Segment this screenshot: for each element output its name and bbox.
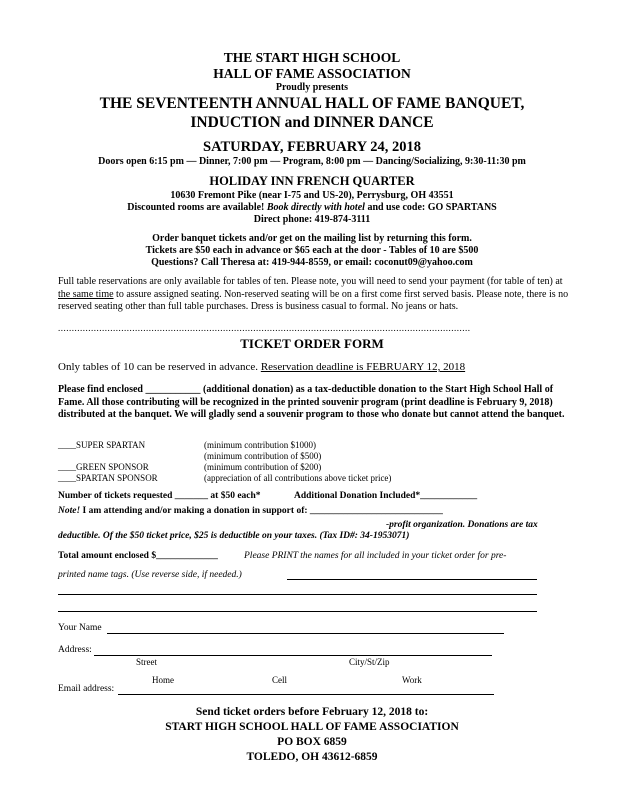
order-info-line3: Questions? Call Theresa at: 419-944-8559, or email: coconut09@yahoo.com	[151, 257, 473, 268]
venue-rooms	[0, 202, 624, 214]
dotted-separator: ......................................................................................................................................................	[58, 323, 471, 333]
additional-donation-field[interactable]: Additional Donation Included*____________	[294, 491, 478, 501]
note-line[interactable]	[58, 506, 443, 516]
level-green-sponsor: ____GREEN SPONSOR	[58, 462, 149, 472]
reservation-deadline: Reservation deadline is FEBRUARY 12, 2018	[260, 361, 466, 373]
org-name-line2: HALL OF FAME ASSOCIATION	[213, 66, 411, 81]
donation-paragraph: Please find enclosed ___________ (additional donation) as a tax-deductible donation to the Start High School Hall of Fame. All those contributing will be recognized in the printed souvenir program (print deadline is February 9, 2018) distributed at the banquet. We will gladly send a souvenir program to those who donate but cannot attend the banquet.	[58, 384, 565, 420]
level-500-desc: (minimum contribution of $500)	[204, 451, 322, 461]
mail-org-name: START HIGH SCHOOL HALL OF FAME ASSOCIATION	[165, 721, 459, 733]
name-tags-line-1[interactable]	[287, 579, 537, 580]
mail-city: TOLEDO, OH 43612-6859	[246, 751, 378, 763]
street-label: Street	[136, 657, 157, 667]
cell-phone-label: Cell	[272, 675, 287, 685]
rooms-code: and use code: GO SPARTANS	[364, 202, 497, 213]
email-label: Email address:	[58, 684, 115, 694]
rooms-text: Discounted rooms are available!	[127, 202, 267, 213]
send-orders-line: Send ticket orders before February 12, 2018 to:	[195, 706, 429, 718]
tickets-requested-field[interactable]: Number of tickets requested _______ at $50 each*	[58, 491, 261, 501]
nonprofit-text: -profit organization. Donations are tax	[386, 520, 538, 530]
address-input[interactable]	[94, 655, 492, 656]
proudly-presents: Proudly presents	[275, 82, 349, 93]
notice-same-time: the same time	[58, 288, 114, 300]
print-names-text: Please PRINT the names for all included in your ticket order for pre-	[244, 551, 507, 561]
order-info-line1: Order banquet tickets and/or get on the mailing list by returning this form.	[152, 233, 472, 244]
name-tags-line-2[interactable]	[58, 594, 537, 595]
your-name-label: Your Name	[58, 623, 102, 633]
work-phone-label: Work	[402, 675, 422, 685]
note-text: I am attending and/or making a donation in support of: ____________________________	[80, 506, 443, 516]
total-amount-field[interactable]: Total amount enclosed $_____________	[58, 551, 218, 561]
order-info-line2: Tickets are $50 each in advance or $65 each at the door - Tables of 10 are $500	[145, 245, 479, 256]
level-spartan-sponsor-desc: (appreciation of all contributions above ticket price)	[204, 473, 392, 483]
your-name-input[interactable]	[107, 633, 504, 634]
tax-deductible-text: deductible. Of the $50 ticket price, $25 is deductible on your taxes. (Tax ID#: 34-1953071)	[58, 531, 410, 541]
printed-tags-text: printed name tags. (Use reverse side, if needed.)	[58, 570, 242, 580]
city-label: City/St/Zip	[349, 657, 390, 667]
address-label: Address:	[58, 645, 92, 655]
email-input[interactable]	[118, 694, 494, 695]
form-title: TICKET ORDER FORM	[240, 336, 384, 351]
level-super-spartan-desc: (minimum contribution $1000)	[204, 440, 316, 450]
event-title-line1: THE SEVENTEENTH ANNUAL HALL OF FAME BANQUET,	[99, 95, 525, 112]
level-green-sponsor-desc: (minimum contribution of $200)	[204, 462, 322, 472]
org-name-line1: THE START HIGH SCHOOL	[223, 50, 401, 65]
name-tags-line-3[interactable]	[58, 611, 537, 612]
home-phone-label: Home	[152, 675, 174, 685]
notice-part-c: to assure assigned seating. Non-reserved seating will be on a first come first served basis. Please note, there is no reserved seating other than full table purchases. Dress is business casual to formal. No jeans or hats.	[58, 288, 569, 312]
reservation-notice	[58, 276, 570, 314]
venue-name: HOLIDAY INN FRENCH QUARTER	[209, 174, 415, 188]
event-title-line2: INDUCTION and DINNER DANCE	[190, 114, 434, 131]
note-label: Note!	[58, 506, 81, 516]
notice-part-a: Full table reservations are only available for tables of ten. Please note, you will need to send your payment (for table of ten) at	[58, 276, 563, 287]
venue-address: 10630 Fremont Pike (near I-75 and US-20), Perrysburg, OH 43551	[170, 190, 454, 201]
mail-po-box: PO BOX 6859	[277, 736, 347, 748]
level-super-spartan: ____SUPER SPARTAN	[58, 440, 146, 450]
event-schedule: Doors open 6:15 pm — Dinner, 7:00 pm — Program, 8:00 pm — Dancing/Socializing, 9:30-11:30 pm	[98, 156, 526, 167]
venue-phone: Direct phone: 419-874-3111	[253, 214, 371, 225]
event-date: SATURDAY, FEBRUARY 24, 2018	[203, 139, 421, 155]
tables-reservation-note	[58, 361, 465, 374]
tables-text: Only tables of 10 can be reserved in advance.	[58, 361, 261, 373]
level-spartan-sponsor: ____SPARTAN SPONSOR	[58, 473, 158, 483]
rooms-book-direct: Book directly with hotel	[266, 202, 365, 213]
